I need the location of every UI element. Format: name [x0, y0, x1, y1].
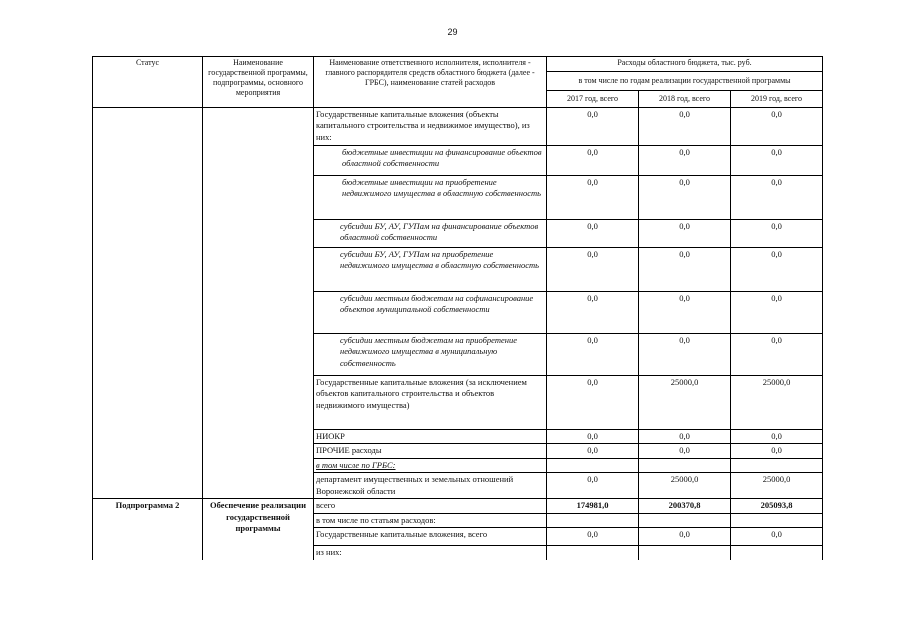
header-status: Статус — [93, 57, 203, 108]
value-2019 — [731, 458, 823, 472]
header-year-2017: 2017 год, всего — [547, 91, 639, 108]
value-2019: 25000,0 — [731, 473, 823, 499]
page-number: 29 — [447, 27, 458, 37]
value-2019: 0,0 — [731, 444, 823, 458]
value-2017: 0,0 — [547, 146, 639, 176]
value-2017: 0,0 — [547, 473, 639, 499]
value-2017 — [547, 546, 639, 560]
value-2018: 25000,0 — [639, 376, 731, 430]
value-2017: 174981,0 — [547, 499, 639, 513]
header-expenses: Расходы областного бюджета, тыс. руб. — [547, 57, 823, 72]
subprogram-name: Обеспечение реализации государственной программы — [203, 499, 314, 560]
value-2018: 0,0 — [639, 248, 731, 292]
value-2018: 0,0 — [639, 334, 731, 376]
header-year-2019: 2019 год, всего — [731, 91, 823, 108]
value-2017: 0,0 — [547, 292, 639, 334]
value-2018: 0,0 — [639, 146, 731, 176]
value-2019: 0,0 — [731, 108, 823, 146]
value-2019 — [731, 513, 823, 527]
table-row — [93, 499, 823, 513]
value-2017: 0,0 — [547, 176, 639, 220]
value-2017: 0,0 — [547, 248, 639, 292]
value-2019: 0,0 — [731, 334, 823, 376]
value-2017: 0,0 — [547, 444, 639, 458]
value-2019 — [731, 546, 823, 560]
value-2017: 0,0 — [547, 528, 639, 546]
value-2017: 0,0 — [547, 334, 639, 376]
row-label: Государственные капитальные вложения (объекты капитального строительства и недвижимое имущество), из них: — [314, 108, 547, 146]
row-label: из них: — [314, 546, 547, 560]
value-2019: 0,0 — [731, 220, 823, 248]
value-2019: 205093,8 — [731, 499, 823, 513]
row-label: бюджетные инвестиции на приобретение недвижимого имущества в областную собственность — [314, 176, 547, 220]
row-label: всего — [314, 499, 547, 513]
value-2017: 0,0 — [547, 376, 639, 430]
row-label: в том числе по статьям расходов: — [314, 513, 547, 527]
row-label: субсидии БУ, АУ, ГУПам на приобретение недвижимого имущества в областную собственность — [314, 248, 547, 292]
row-label: субсидии БУ, АУ, ГУПам на финансирование объектов областной собственности — [314, 220, 547, 248]
header-program-name: Наименование государственной программы, подпрограммы, основного мероприятия — [203, 57, 314, 108]
value-2017: 0,0 — [547, 108, 639, 146]
status-cell-empty — [93, 108, 203, 499]
row-label: Государственные капитальные вложения, всего — [314, 528, 547, 546]
row-label: субсидии местным бюджетам на софинансирование объектов муниципальной собственности — [314, 292, 547, 334]
value-2018: 0,0 — [639, 176, 731, 220]
value-2018: 0,0 — [639, 292, 731, 334]
value-2019: 0,0 — [731, 528, 823, 546]
row-label: ПРОЧИЕ расходы — [314, 444, 547, 458]
value-2019: 0,0 — [731, 146, 823, 176]
value-2019: 0,0 — [731, 248, 823, 292]
value-2019: 25000,0 — [731, 376, 823, 430]
value-2019: 0,0 — [731, 292, 823, 334]
value-2018: 200370,8 — [639, 499, 731, 513]
value-2017: 0,0 — [547, 430, 639, 444]
value-2018: 0,0 — [639, 528, 731, 546]
row-label: бюджетные инвестиции на финансирование объектов областной собственности — [314, 146, 547, 176]
value-2018: 25000,0 — [639, 473, 731, 499]
value-2018: 0,0 — [639, 444, 731, 458]
expenses-table — [92, 56, 823, 560]
row-label: субсидии местным бюджетам на приобретение недвижимого имущества в муниципальную собственность — [314, 334, 547, 376]
value-2018: 0,0 — [639, 220, 731, 248]
header-row-1 — [93, 57, 823, 72]
row-label: НИОКР — [314, 430, 547, 444]
value-2019: 0,0 — [731, 430, 823, 444]
value-2017: 0,0 — [547, 220, 639, 248]
table-row — [93, 108, 823, 146]
value-2017 — [547, 458, 639, 472]
value-2019: 0,0 — [731, 176, 823, 220]
value-2018: 0,0 — [639, 108, 731, 146]
row-label: департамент имущественных и земельных отношений Воронежской области — [314, 473, 547, 499]
subprogram-status: Подпрограмма 2 — [93, 499, 203, 560]
row-label: в том числе по ГРБС: — [314, 458, 547, 472]
program-cell-empty — [203, 108, 314, 499]
value-2017 — [547, 513, 639, 527]
header-by-years: в том числе по годам реализации государственной программы — [547, 72, 823, 91]
header-year-2018: 2018 год, всего — [639, 91, 731, 108]
row-label: Государственные капитальные вложения (за исключением объектов капитального строительства и объектов недвижимого имущества) — [314, 376, 547, 430]
value-2018: 0,0 — [639, 430, 731, 444]
value-2018 — [639, 458, 731, 472]
value-2018 — [639, 546, 731, 560]
value-2018 — [639, 513, 731, 527]
header-responsible: Наименование ответственного исполнителя, исполнителя - главного распорядителя средств областного бюджета (далее - ГРБС), наименование статей расходов — [314, 57, 547, 108]
